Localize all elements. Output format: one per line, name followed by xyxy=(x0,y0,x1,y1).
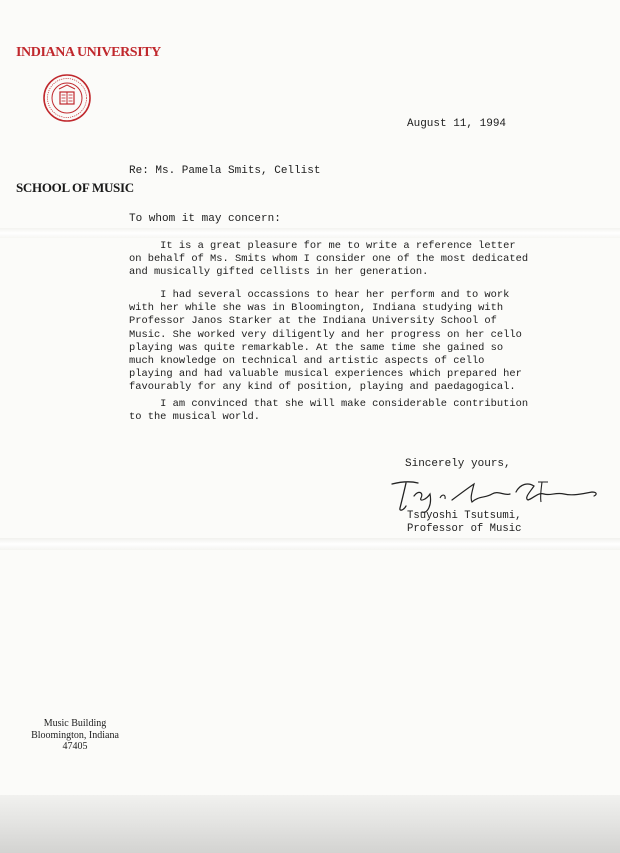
text-line: favourably for any kind of position, playing and paedagogical. xyxy=(129,381,516,394)
institution-name: INDIANA UNIVERSITY xyxy=(16,45,161,60)
signer-title: Professor of Music xyxy=(407,523,522,535)
university-seal-icon xyxy=(43,74,91,122)
text-line: It is a great pleasure for me to write a reference letter xyxy=(129,240,516,252)
text-line: I am convinced that she will make considerable contribution xyxy=(129,398,529,410)
text-line: Professor Janos Starker at the Indiana University School of xyxy=(129,315,497,328)
signer-name: Tsuyoshi Tsutsumi, xyxy=(407,510,522,522)
department-name: SCHOOL OF MUSIC xyxy=(16,180,134,195)
body-paragraph-3 xyxy=(129,398,529,424)
text-line: on behalf of Ms. Smits whom I consider one of the most dedicated xyxy=(129,253,529,266)
address-line: Music Building xyxy=(43,718,107,729)
text-line: playing was quite remarkable. At the same time she gained so xyxy=(129,341,504,354)
paper-fold-lower xyxy=(0,538,620,550)
text-line: to the musical world. xyxy=(129,411,260,424)
text-line: with her while she was in Bloomington, Indiana studying with xyxy=(129,302,504,315)
salutation: To whom it may concern: xyxy=(129,213,281,225)
letterhead-address xyxy=(24,718,126,753)
body-paragraph-1 xyxy=(129,240,529,280)
paper-fold-upper xyxy=(0,228,620,238)
text-line: playing and had valuable musical experiences which prepared her xyxy=(129,368,522,381)
closing: Sincerely yours, xyxy=(405,458,511,470)
address-line: 47405 xyxy=(62,741,88,752)
text-line: Music. She worked very diligently and her progress on her cello xyxy=(129,328,522,341)
body-paragraph-2 xyxy=(129,289,529,395)
subject-line: Re: Ms. Pamela Smits, Cellist xyxy=(129,165,321,177)
address-line: Bloomington, Indiana xyxy=(31,729,119,741)
text-line: I had several occassions to hear her perform and to work xyxy=(129,289,510,301)
scan-edge-shadow xyxy=(0,795,620,853)
letter-date: August 11, 1994 xyxy=(407,118,507,130)
text-line: much knowledge on technical and artistic aspects of cello xyxy=(129,355,485,368)
text-line: and musically gifted cellists in her generation. xyxy=(129,266,429,279)
